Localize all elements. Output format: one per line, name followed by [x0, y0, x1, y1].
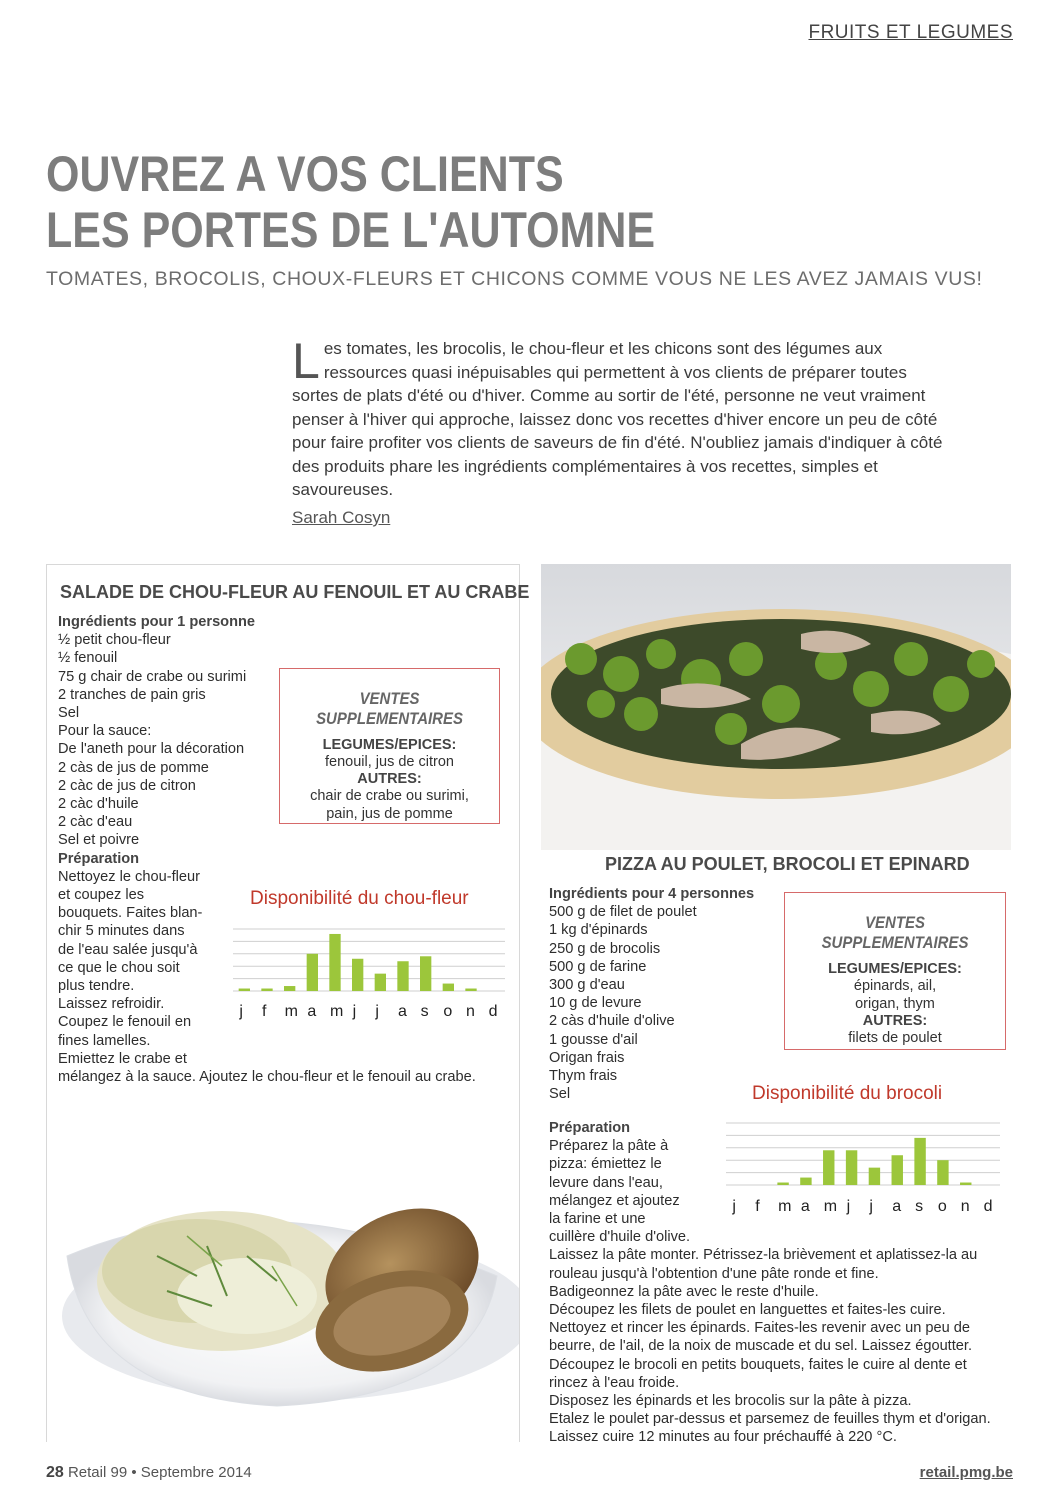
recipe1-preparation-heading: Préparation	[58, 850, 140, 867]
preparation-line: Nettoyez et rincer les épinards. Faites-les revenir avec un peu de	[549, 1320, 970, 1337]
recipe1-autres-list	[280, 787, 499, 823]
chart-bar	[823, 1150, 834, 1185]
ingredient-line: 2 càs d'huile d'olive	[549, 1013, 675, 1030]
month-label: s	[420, 1003, 429, 1020]
recipe2-legumes-label: LEGUMES/EPICES:	[828, 961, 962, 977]
chart2-plot	[726, 1122, 1000, 1186]
preparation-line: Laissez refroidir.	[58, 996, 165, 1013]
ingredient-line: 2 càc d'eau	[58, 814, 133, 831]
chart-bar	[352, 959, 363, 991]
month-label: j	[375, 1003, 379, 1020]
ingredient-line: 2 càs de jus de pomme	[58, 759, 209, 776]
chart-bar	[397, 961, 408, 991]
ingredient-line: 2 tranches de pain gris	[58, 686, 206, 703]
month-label: a	[800, 1198, 810, 1215]
month-label: m	[330, 1003, 344, 1020]
chart1-month-labels	[233, 1003, 505, 1023]
preparation-line: rincez à l'eau froide.	[549, 1374, 680, 1391]
chart-bar	[284, 986, 295, 991]
recipe1-legumes-label: LEGUMES/EPICES:	[322, 737, 457, 753]
month-label: n	[466, 1003, 475, 1020]
preparation-line: pizza: émiettez le	[549, 1156, 662, 1173]
publication-info: Retail 99 • Septembre 2014	[67, 1464, 252, 1481]
ingredient-line: Sel	[549, 1086, 571, 1103]
month-label: a	[398, 1003, 407, 1020]
title-line-1: OUVREZ A VOS CLIENTS	[46, 146, 564, 202]
month-label: n	[960, 1198, 970, 1215]
chart1-title: Disponibilité du chou-fleur	[250, 888, 469, 909]
intro-dropcap: L	[292, 333, 320, 389]
recipe1-title: SALADE DE CHOU-FLEUR AU FENOUIL ET AU CRABE	[60, 582, 530, 602]
preparation-line: Badigeonnez la pâte avec le reste d'huile.	[549, 1283, 819, 1300]
month-label: j	[846, 1198, 851, 1215]
ventes-item: épinards, ail,	[853, 978, 937, 994]
ingredient-line: 300 g d'eau	[549, 977, 625, 994]
chart2-month-labels	[726, 1198, 1000, 1218]
preparation-line: plus tendre.	[58, 978, 135, 995]
salad-photo	[47, 1106, 519, 1442]
preparation-line: Laissez cuire 12 minutes au four préchauffé à 220 °C.	[549, 1429, 897, 1446]
chart-bar	[465, 989, 476, 991]
recipe2-preparation-heading: Préparation	[549, 1120, 631, 1136]
preparation-line: bouquets. Faites blan-	[58, 905, 203, 922]
month-label: f	[262, 1003, 267, 1020]
preparation-line: chir 5 minutes dans	[58, 923, 185, 940]
preparation-line: Laissez la pâte monter. Pétrissez-la brièvement et aplatissez-la au	[549, 1247, 978, 1264]
preparation-line: Disposez les épinards et les brocolis sur la pâte à pizza.	[549, 1393, 912, 1410]
author-name: Sarah Cosyn	[292, 508, 391, 527]
preparation-line: mélangez et ajoutez	[549, 1192, 680, 1209]
recipe2-legumes-list	[785, 977, 1005, 1013]
ingredient-line: Sel et poivre	[58, 832, 140, 849]
month-label: o	[937, 1198, 947, 1215]
preparation-line: Coupez le fenouil en	[58, 1014, 192, 1031]
preparation-line: levure dans l'eau,	[549, 1174, 663, 1191]
chart-bar	[892, 1155, 903, 1185]
preparation-line: mélangez à la sauce. Ajoutez le chou-fleur et le fenouil au crabe.	[58, 1069, 476, 1086]
recipe1-autres-label: AUTRES:	[357, 771, 422, 787]
ingredient-line: 75 g chair de crabe ou surimi	[58, 668, 247, 685]
preparation-line: Découpez les filets de poulet en languettes et faites-les cuire.	[549, 1302, 946, 1319]
month-label: m	[778, 1198, 792, 1215]
chart-bar	[914, 1138, 925, 1185]
preparation-line: fines lamelles.	[58, 1032, 151, 1049]
ventes-item: origan, thym	[855, 996, 935, 1012]
ingredient-line: Thym frais	[549, 1068, 618, 1085]
title-line-2: LES PORTES DE L'AUTOMNE	[46, 202, 656, 258]
chart-bar	[960, 1183, 971, 1185]
chart2-title: Disponibilité du brocoli	[752, 1083, 943, 1104]
ventes-item: chair de crabe ou surimi,	[310, 788, 469, 804]
chart-bar	[239, 989, 250, 991]
ingredient-line: 500 g de filet de poulet	[549, 904, 697, 921]
month-label: j	[352, 1003, 357, 1020]
ingredient-line: 250 g de brocolis	[549, 940, 661, 957]
preparation-line: ce que le chou soit	[58, 959, 180, 976]
intro-paragraph	[292, 333, 952, 502]
recipe1-ventes-heading: VENTES SUPPLEMENTAIRES	[316, 689, 463, 728]
recipe2-autres-label: AUTRES:	[862, 1013, 928, 1029]
ingredient-line: 1 gousse d'ail	[549, 1031, 638, 1048]
website-link[interactable]: retail.pmg.be	[919, 1464, 1013, 1481]
page-title	[46, 146, 655, 258]
pizza-photo	[541, 564, 1011, 850]
ingredient-line: 2 càc de jus de citron	[58, 777, 196, 794]
recipe2-autres-list	[785, 1029, 1005, 1047]
preparation-line: Etalez le poulet par-dessus et parsemez de feuilles thym et d'origan.	[549, 1411, 991, 1428]
preparation-line: Emiettez le crabe et	[58, 1050, 187, 1067]
intro-text: es tomates, les brocolis, le chou-fleur et les chicons sont des légumes aux ressources quasi inépuisables qui permettent à vos clients de préparer toutes sortes de plats d'été ou d'hiver. Comme au sortir de l'été, personne ne veut vraiment penser à l'hiver qui approche, laissez donc vos recettes d'hiver encore un peu de côté pour faire profiter vos clients de saveurs de fin d'été. N'oubliez jamais d'indiquer à côté des produits phare les ingrédients complémentaires à vos recettes, simples et savoureuses.	[292, 339, 943, 499]
chart-bar	[937, 1160, 948, 1185]
ventes-item: pain, jus de pomme	[326, 806, 453, 822]
ventes-item: fenouil, jus de citron	[325, 754, 454, 770]
ingredient-line: Origan frais	[549, 1049, 625, 1066]
preparation-line: beurre, de l'ail, de la noix de muscade et du sel. Laissez égoutter.	[549, 1338, 973, 1355]
preparation-line: cuillère d'huile d'olive.	[549, 1229, 691, 1246]
recipe2-ventes-box	[784, 892, 1006, 1050]
ingredient-line: 2 càc d'huile	[58, 796, 139, 813]
month-label: j	[239, 1003, 243, 1020]
chart-bar	[846, 1150, 857, 1185]
month-label: s	[915, 1198, 924, 1215]
recipe2-ingredients-list	[549, 903, 754, 1103]
recipe2-ingredients-heading: Ingrédients pour 4 personnes	[549, 886, 755, 902]
month-label: m	[823, 1198, 838, 1215]
month-label: a	[307, 1003, 317, 1020]
preparation-line: Découpez le brocoli en petits bouquets, faites le cuire al dente et	[549, 1356, 967, 1373]
ingredient-line: ½ fenouil	[58, 650, 118, 667]
preparation-line: rouleau jusqu'à l'obtention d'une pâte ronde et fine.	[549, 1265, 879, 1282]
recipe2-title: PIZZA AU POULET, BROCOLI ET EPINARD	[605, 854, 970, 874]
chart-bar	[307, 954, 318, 991]
preparation-line: de l'eau salée jusqu'à	[58, 941, 198, 958]
month-label: j	[732, 1198, 736, 1215]
recipe2-ingredients	[549, 885, 754, 1103]
month-label: j	[869, 1198, 873, 1215]
chart-bar	[261, 989, 272, 991]
section-tag: FRUITS ET LEGUMES	[808, 22, 1013, 43]
month-label: m	[284, 1003, 298, 1020]
ingredient-line: 10 g de levure	[549, 995, 642, 1012]
chart-bar	[443, 984, 454, 991]
ingredient-line: Pour la sauce:	[58, 723, 152, 740]
preparation-line: la farine et une	[549, 1211, 646, 1228]
preparation-line: et coupez les	[58, 887, 144, 904]
month-label: d	[488, 1003, 498, 1020]
ingredient-line: ½ petit chou-fleur	[58, 632, 171, 649]
chart-bar	[420, 956, 431, 991]
preparation-line: Nettoyez le chou-fleur	[58, 868, 200, 885]
chart-bar	[329, 934, 340, 991]
ingredient-line: 1 kg d'épinards	[549, 922, 648, 939]
month-label: a	[892, 1198, 902, 1215]
preparation-line: Préparez la pâte à	[549, 1138, 669, 1155]
footer-publication	[46, 1464, 252, 1482]
recipe2-ventes-heading: VENTES SUPPLEMENTAIRES	[821, 913, 969, 952]
ingredient-line: Sel	[58, 705, 80, 722]
page-number: 28	[46, 1464, 64, 1481]
ingredient-line: 500 g de farine	[549, 958, 647, 975]
chart-bar	[777, 1183, 788, 1185]
chart-bar	[375, 974, 386, 991]
ingredient-line: De l'aneth pour la décoration	[58, 741, 245, 758]
ventes-item: filets de poulet	[848, 1030, 942, 1046]
recipe1-legumes-list	[280, 753, 499, 771]
chart-bar	[869, 1168, 880, 1185]
chart1-plot	[233, 928, 505, 992]
chart-bar	[800, 1178, 811, 1185]
recipe1-ingredients-heading: Ingrédients pour 1 personne	[58, 614, 256, 630]
month-label: f	[755, 1198, 760, 1215]
page-subtitle: TOMATES, BROCOLIS, CHOUX-FLEURS ET CHICONS COMME VOUS NE LES AVEZ JAMAIS VUS!	[46, 268, 983, 290]
month-label: o	[443, 1003, 453, 1020]
recipe1-ventes-box	[279, 668, 500, 824]
month-label: d	[983, 1198, 993, 1215]
